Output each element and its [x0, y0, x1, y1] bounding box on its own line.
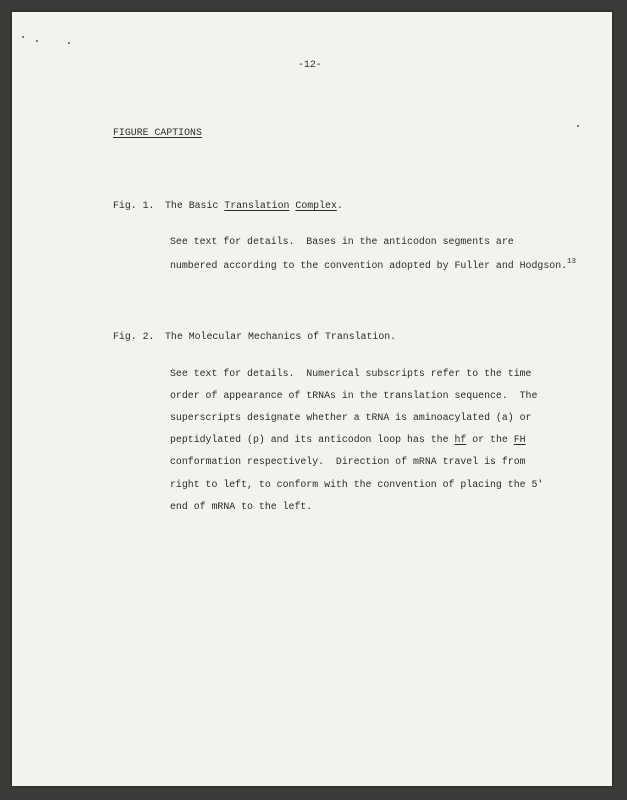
underlined-term: FH — [513, 434, 526, 445]
title-text: The Basic — [165, 200, 225, 211]
fig2-body-line — [170, 434, 526, 446]
fig1-body-line — [170, 260, 576, 272]
scan-speck — [22, 36, 24, 38]
reference-superscript: 13 — [567, 258, 577, 266]
fig2-body-line: right to left, to conform with the convention of placing the 5' — [170, 479, 544, 490]
scan-speck — [36, 40, 38, 42]
section-heading: FIGURE CAPTIONS — [113, 127, 202, 138]
fig1-label: Fig. 1. — [113, 200, 155, 211]
fig1-body-line: See text for details. Bases in the anticodon segments are — [170, 236, 514, 247]
fig2-body-line: order of appearance of tRNAs in the translation sequence. The — [170, 390, 538, 401]
body-text: numbered according to the convention adopted by Fuller and Hodgson. — [170, 260, 568, 271]
underlined-term: hf — [454, 434, 467, 445]
title-text: . — [336, 200, 343, 211]
fig2-body-line: conformation respectively. Direction of mRNA travel is from — [170, 456, 526, 467]
fig2-label: Fig. 2. — [113, 331, 155, 342]
body-text: peptidylated (p) and its anticodon loop has the — [170, 434, 455, 445]
fig2-body-line: See text for details. Numerical subscripts refer to the time — [170, 368, 532, 379]
body-text: or the — [466, 434, 514, 445]
fig1-title — [165, 200, 343, 212]
scan-speck — [577, 125, 579, 127]
title-underlined: Complex — [295, 200, 337, 211]
page-number: -12- — [298, 59, 322, 70]
fig2-body-line: end of mRNA to the left. — [170, 501, 313, 512]
fig2-body-line: superscripts designate whether a tRNA is aminoacylated (a) or — [170, 412, 532, 423]
title-underlined: Translation — [224, 200, 290, 211]
fig2-title: The Molecular Mechanics of Translation. — [165, 331, 397, 342]
scan-speck — [68, 42, 70, 44]
